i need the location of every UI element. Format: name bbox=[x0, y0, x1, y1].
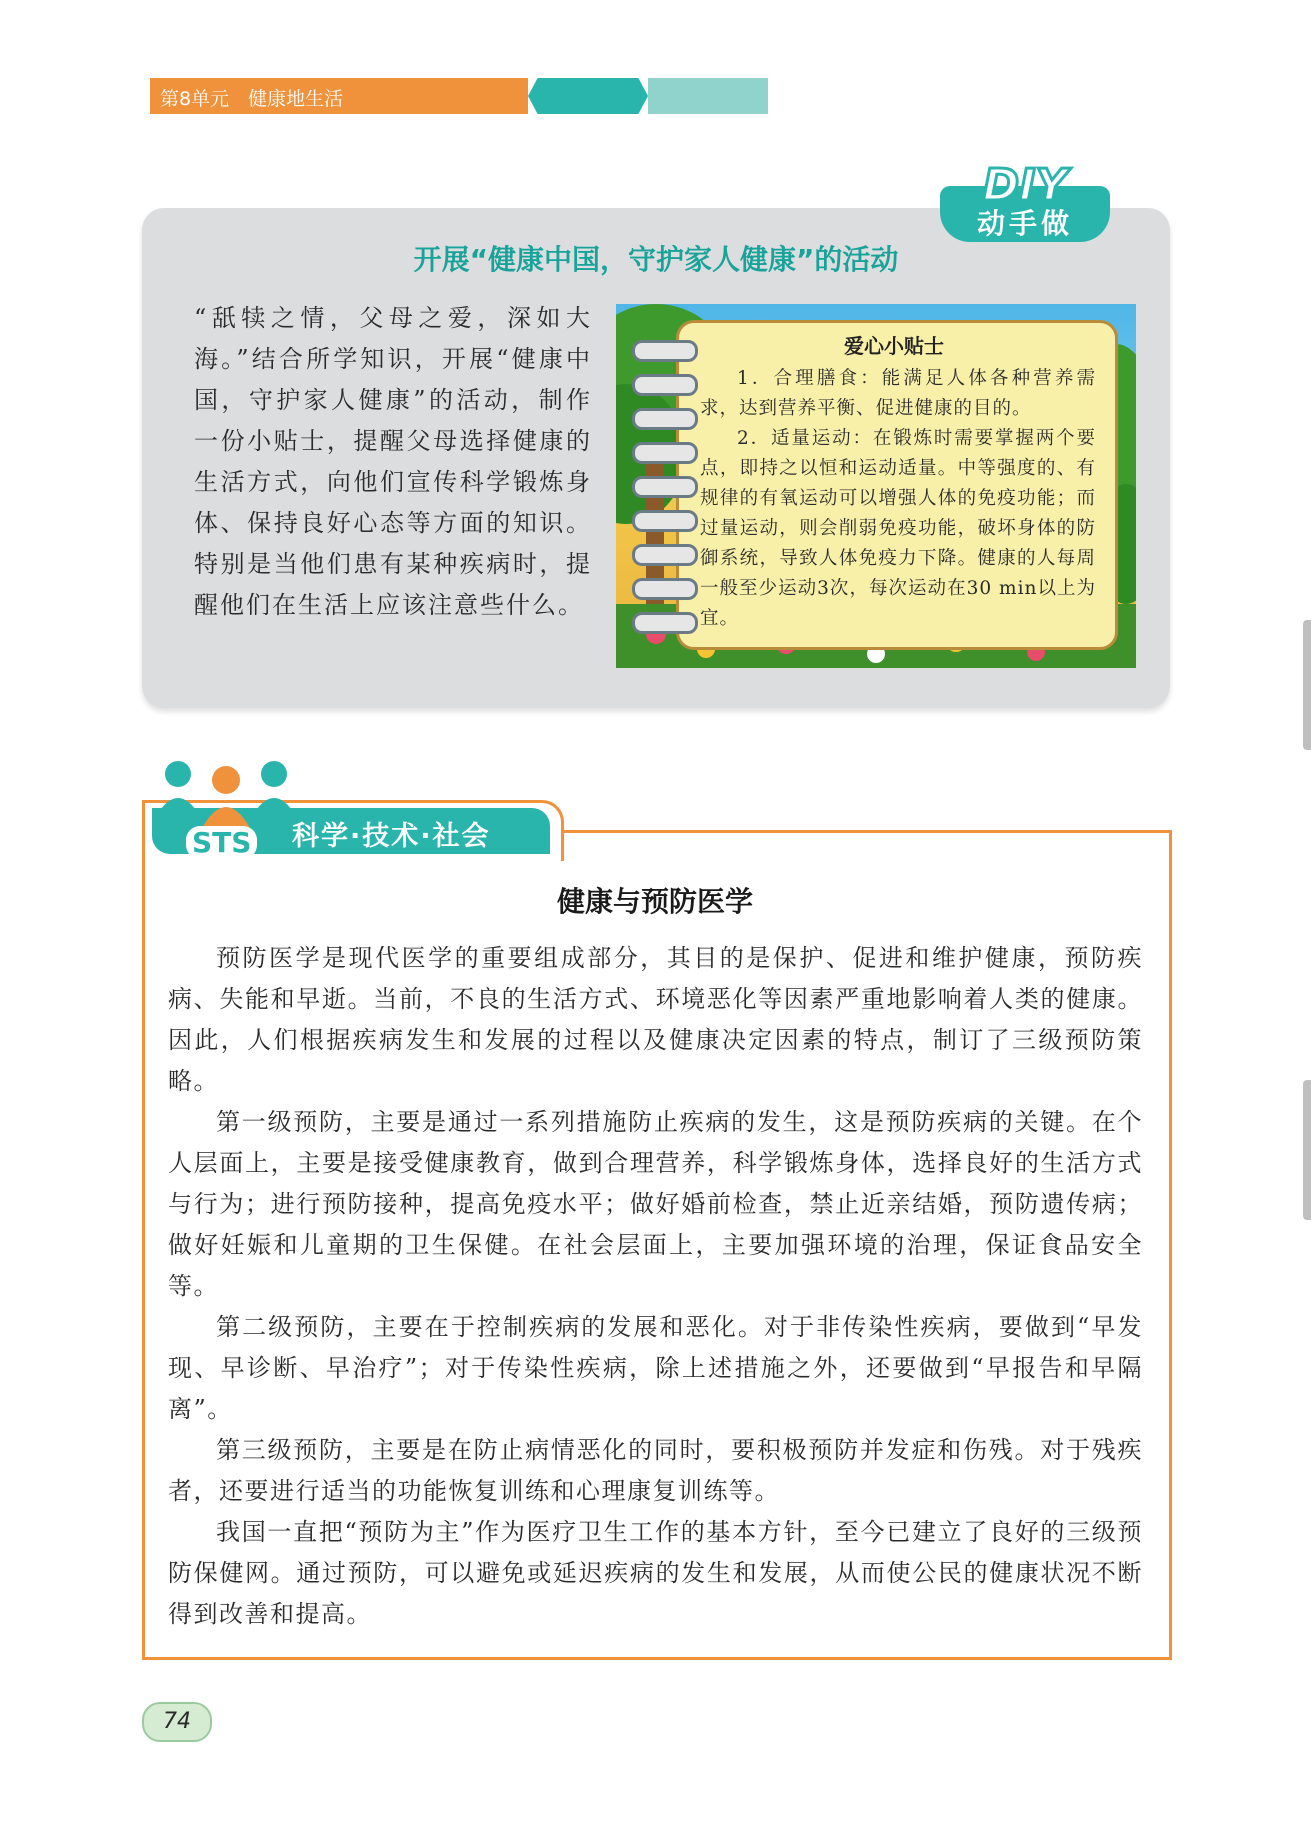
tips-title: 爱心小贴士 bbox=[844, 334, 944, 358]
spiral-ring bbox=[632, 544, 698, 566]
sts-badge-text: STS bbox=[186, 826, 257, 859]
diy-badge-caption: 动手做 bbox=[976, 207, 1073, 240]
tips-text bbox=[700, 364, 1096, 634]
unit-header-bar bbox=[150, 78, 768, 114]
tip-item: 1．合理膳食：能满足人体各种营养需求，达到营养平衡、促进健康的目的。 bbox=[700, 368, 1096, 419]
spiral-ring bbox=[632, 374, 698, 396]
sts-paragraph: 第二级预防，主要在于控制疾病的发展和恶化。对于非传染性疾病，要做到“早发现、早诊断、早治疗”；对于传染性疾病，除上述措施之外，还要做到“早报告和早隔离”。 bbox=[168, 1313, 1143, 1423]
sts-paragraph: 我国一直把“预防为主”作为医疗卫生工作的基本方针，至今已建立了良好的三级预防保健网。通过预防，可以避免或延迟疾病的发生和发展，从而使公民的健康状况不断得到改善和提高。 bbox=[168, 1518, 1143, 1628]
diy-activity-title: 开展“健康中国，守护家人健康”的活动 bbox=[413, 243, 899, 276]
sts-paragraph: 第三级预防，主要是在防止病情恶化的同时，要积极预防并发症和伤残。对于残疾者，还要进行适当的功能恢复训练和心理康复训练等。 bbox=[168, 1436, 1143, 1505]
unit-title: 第8单元 健康地生活 bbox=[160, 88, 344, 110]
page-edge-marker bbox=[1303, 620, 1311, 750]
notepad-spiral-rings bbox=[632, 340, 692, 640]
header-teal-segment bbox=[528, 78, 648, 114]
sts-paragraph: 第一级预防，主要是通过一系列措施防止疾病的发生，这是预防疾病的关键。在个人层面上，主要是接受健康教育，做到合理营养，科学锻炼身体，选择良好的生活方式与行为；进行预防接种，提高免疫水平；做好婚前检查，禁止近亲结婚，预防遗传病；做好妊娠和儿童期的卫生保健。在社会层面上，主要加强环境的治理，保证食品安全等。 bbox=[168, 1108, 1143, 1300]
page-number: 74 bbox=[142, 1702, 212, 1742]
sts-badge bbox=[186, 826, 257, 859]
spiral-ring bbox=[632, 408, 698, 430]
spiral-ring bbox=[632, 578, 698, 600]
sts-article-title: 健康与预防医学 bbox=[556, 885, 753, 918]
spiral-ring bbox=[632, 612, 698, 634]
spiral-ring bbox=[632, 476, 698, 498]
diy-badge bbox=[940, 160, 1110, 246]
diy-logo-text: DIY bbox=[982, 160, 1068, 211]
spiral-ring bbox=[632, 510, 698, 532]
page-edge-marker bbox=[1303, 1080, 1311, 1220]
sts-paragraph: 预防医学是现代医学的重要组成部分，其目的是保护、促进和维护健康，预防疾病、失能和早逝。当前，不良的生活方式、环境恶化等因素严重地影响着人类的健康。因此，人们根据疾病发生和发展的过程以及健康决定因素的特点，制订了三级预防策略。 bbox=[168, 944, 1143, 1095]
sts-heading: 科学·技术·社会 bbox=[292, 821, 491, 852]
header-light-teal-segment bbox=[648, 78, 768, 114]
spiral-ring bbox=[632, 442, 698, 464]
tip-item: 2．适量运动：在锻炼时需要掌握两个要点，即持之以恒和运动适量。中等强度的、有规律的有氧运动可以增强人体的免疫功能；而过量运动，则会削弱免疫功能，破坏身体的防御系统，导致人体免疫力下降。健康的人每周一般至少运动3次，每次运动在30 min以上为宜。 bbox=[700, 428, 1096, 629]
diy-activity-paragraph: “舐犊之情，父母之爱，深如大海。”结合所学知识，开展“健康中国，守护家人健康”的活动，制作一份小贴士，提醒父母选择健康的生活方式，向他们宣传科学锻炼身体、保持良好心态等方面的知识。特别是当他们患有某种疾病时，提醒他们在生活上应该注意些什么。 bbox=[194, 304, 592, 619]
sts-article-body bbox=[168, 938, 1143, 1635]
